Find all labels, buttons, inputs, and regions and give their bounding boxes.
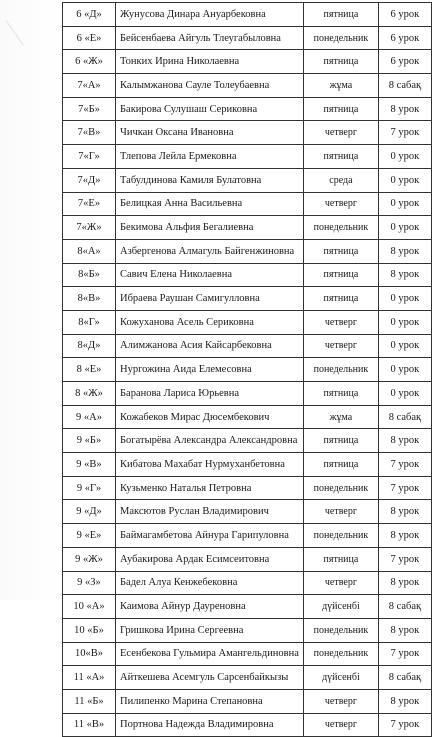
- day-cell: пятница: [303, 97, 378, 121]
- class-cell: 6 «Д»: [63, 3, 116, 27]
- lesson-cell: 0 урок: [378, 358, 431, 382]
- class-cell: 8«А»: [63, 239, 116, 263]
- lesson-cell: 7 урок: [378, 453, 431, 477]
- lesson-cell: 6 урок: [378, 3, 431, 27]
- day-cell: понедельник: [303, 216, 378, 240]
- teacher-cell: Кожуханова Асель Сериковна: [116, 310, 304, 334]
- class-cell: 9 «Ж»: [63, 547, 116, 571]
- lesson-cell: 8 урок: [378, 689, 431, 713]
- table-row: [63, 547, 432, 571]
- lesson-cell: 8 урок: [378, 618, 431, 642]
- teacher-cell: Белицкая Анна Васильевна: [116, 192, 304, 216]
- lesson-cell: 0 урок: [378, 310, 431, 334]
- teacher-cell: Баймагамбетова Айнура Гарипуловна: [116, 524, 304, 548]
- day-cell: пятница: [303, 453, 378, 477]
- lesson-cell: 7 урок: [378, 642, 431, 666]
- class-cell: 8«Д»: [63, 334, 116, 358]
- teacher-cell: Богатырёва Александра Александровна: [116, 429, 304, 453]
- table-row: [63, 97, 432, 121]
- schedule-table: [62, 2, 432, 737]
- class-cell: 8«Б»: [63, 263, 116, 287]
- table-row: [63, 50, 432, 74]
- teacher-cell: Жунусова Динара Ануарбековна: [116, 3, 304, 27]
- teacher-cell: Пилипенко Марина Степановна: [116, 689, 304, 713]
- teacher-cell: Портнова Надежда Владимировна: [116, 713, 304, 737]
- day-cell: четверг: [303, 334, 378, 358]
- teacher-cell: Чичкан Оксана Ивановна: [116, 121, 304, 145]
- lesson-cell: 8 сабақ: [378, 74, 431, 98]
- day-cell: четверг: [303, 310, 378, 334]
- table-row: [63, 476, 432, 500]
- table-row: [63, 405, 432, 429]
- lesson-cell: 0 урок: [378, 216, 431, 240]
- class-cell: 10 «Б»: [63, 618, 116, 642]
- class-cell: 9 «Д»: [63, 500, 116, 524]
- lesson-cell: 7 урок: [378, 713, 431, 737]
- day-cell: понедельник: [303, 358, 378, 382]
- lesson-cell: 7 урок: [378, 547, 431, 571]
- table-row: [63, 358, 432, 382]
- lesson-cell: 0 урок: [378, 192, 431, 216]
- day-cell: четверг: [303, 689, 378, 713]
- class-cell: 9 «Г»: [63, 476, 116, 500]
- class-cell: 8 «Ж»: [63, 382, 116, 406]
- class-cell: 6 «Ж»: [63, 50, 116, 74]
- day-cell: жұма: [303, 74, 378, 98]
- teacher-cell: Кожабеков Мирас Дюсембекович: [116, 405, 304, 429]
- lesson-cell: 6 урок: [378, 50, 431, 74]
- schedule-body: [63, 3, 432, 737]
- class-cell: 7«А»: [63, 74, 116, 98]
- lesson-cell: 0 урок: [378, 168, 431, 192]
- teacher-cell: Тлепова Лейла Ермековна: [116, 145, 304, 169]
- day-cell: пятница: [303, 239, 378, 263]
- lesson-cell: 0 урок: [378, 145, 431, 169]
- table-row: [63, 571, 432, 595]
- lesson-cell: 8 урок: [378, 97, 431, 121]
- class-cell: 7«Б»: [63, 97, 116, 121]
- lesson-cell: 8 сабақ: [378, 405, 431, 429]
- class-cell: 7«Ж»: [63, 216, 116, 240]
- class-cell: 8«Г»: [63, 310, 116, 334]
- day-cell: пятница: [303, 382, 378, 406]
- teacher-cell: Баранова Лариса Юрьевна: [116, 382, 304, 406]
- table-row: [63, 453, 432, 477]
- class-cell: 9 «З»: [63, 571, 116, 595]
- teacher-cell: Кибатова Махабат Нурмуханбетовна: [116, 453, 304, 477]
- lesson-cell: 0 урок: [378, 334, 431, 358]
- class-cell: 9 «Б»: [63, 429, 116, 453]
- table-row: [63, 145, 432, 169]
- class-cell: 7«Е»: [63, 192, 116, 216]
- class-cell: 7«Д»: [63, 168, 116, 192]
- teacher-cell: Азбергенова Алмагуль Байгенжиновна: [116, 239, 304, 263]
- day-cell: дүйсенбі: [303, 595, 378, 619]
- table-row: [63, 239, 432, 263]
- teacher-cell: Бекимова Альфия Бегалиевна: [116, 216, 304, 240]
- lesson-cell: 8 урок: [378, 524, 431, 548]
- class-cell: 8 «Е»: [63, 358, 116, 382]
- class-cell: 7«В»: [63, 121, 116, 145]
- day-cell: понедельник: [303, 26, 378, 50]
- teacher-cell: Бейсенбаева Айгуль Тлеугабыловна: [116, 26, 304, 50]
- teacher-cell: Максютов Руслан Владимирович: [116, 500, 304, 524]
- day-cell: пятница: [303, 50, 378, 74]
- table-row: [63, 689, 432, 713]
- teacher-cell: Кузьменко Наталья Петровна: [116, 476, 304, 500]
- teacher-cell: Ибраева Раушан Самигулловна: [116, 287, 304, 311]
- class-cell: 11 «А»: [63, 666, 116, 690]
- day-cell: пятница: [303, 145, 378, 169]
- teacher-cell: Тонких Ирина Николаевна: [116, 50, 304, 74]
- lesson-cell: 8 урок: [378, 429, 431, 453]
- lesson-cell: 0 урок: [378, 287, 431, 311]
- table-row: [63, 642, 432, 666]
- teacher-cell: Гришкова Ирина Сергеевна: [116, 618, 304, 642]
- class-cell: 7«Г»: [63, 145, 116, 169]
- lesson-cell: 8 урок: [378, 571, 431, 595]
- day-cell: дүйсенбі: [303, 666, 378, 690]
- class-cell: 9 «А»: [63, 405, 116, 429]
- table-row: [63, 713, 432, 737]
- teacher-cell: Айткешева Асемгуль Сарсенбайкызы: [116, 666, 304, 690]
- table-row: [63, 287, 432, 311]
- teacher-cell: Есенбекова Гульмира Амангельдиновна: [116, 642, 304, 666]
- teacher-cell: Нургожина Аида Елемесовна: [116, 358, 304, 382]
- teacher-cell: Аубакирова Ардак Есимсеитовна: [116, 547, 304, 571]
- day-cell: четверг: [303, 500, 378, 524]
- table-row: [63, 121, 432, 145]
- day-cell: пятница: [303, 263, 378, 287]
- table-row: [63, 595, 432, 619]
- lesson-cell: 8 урок: [378, 500, 431, 524]
- class-cell: 6 «Е»: [63, 26, 116, 50]
- table-row: [63, 666, 432, 690]
- day-cell: пятница: [303, 3, 378, 27]
- teacher-cell: Бакирова Сулушаш Сериковна: [116, 97, 304, 121]
- day-cell: четверг: [303, 571, 378, 595]
- table-row: [63, 618, 432, 642]
- table-row: [63, 310, 432, 334]
- lesson-cell: 8 сабақ: [378, 666, 431, 690]
- class-cell: 10 «А»: [63, 595, 116, 619]
- class-cell: 11 «Б»: [63, 689, 116, 713]
- table-row: [63, 263, 432, 287]
- scan-margin: [0, 0, 58, 600]
- day-cell: пятница: [303, 287, 378, 311]
- class-cell: 9 «Е»: [63, 524, 116, 548]
- table-row: [63, 334, 432, 358]
- table-row: [63, 500, 432, 524]
- day-cell: понедельник: [303, 476, 378, 500]
- lesson-cell: 8 урок: [378, 263, 431, 287]
- lesson-cell: 7 урок: [378, 476, 431, 500]
- table-row: [63, 192, 432, 216]
- table-row: [63, 429, 432, 453]
- teacher-cell: Табулдинова Камиля Булатовна: [116, 168, 304, 192]
- class-cell: 11 «В»: [63, 713, 116, 737]
- day-cell: понедельник: [303, 618, 378, 642]
- lesson-cell: 8 сабақ: [378, 595, 431, 619]
- lesson-cell: 6 урок: [378, 26, 431, 50]
- teacher-cell: Каимова Айнур Дауреновна: [116, 595, 304, 619]
- table-row: [63, 524, 432, 548]
- day-cell: пятница: [303, 547, 378, 571]
- class-cell: 9 «В»: [63, 453, 116, 477]
- day-cell: пятница: [303, 429, 378, 453]
- day-cell: четверг: [303, 192, 378, 216]
- teacher-cell: Савич Елена Николаевна: [116, 263, 304, 287]
- lesson-cell: 7 урок: [378, 121, 431, 145]
- table-row: [63, 382, 432, 406]
- teacher-cell: Калымжанова Сауле Толеубаевна: [116, 74, 304, 98]
- table-row: [63, 3, 432, 27]
- class-cell: 10«В»: [63, 642, 116, 666]
- lesson-cell: 0 урок: [378, 382, 431, 406]
- class-cell: 8«В»: [63, 287, 116, 311]
- lesson-cell: 8 урок: [378, 239, 431, 263]
- day-cell: понедельник: [303, 642, 378, 666]
- table-row: [63, 74, 432, 98]
- table-row: [63, 216, 432, 240]
- day-cell: жұма: [303, 405, 378, 429]
- table-row: [63, 26, 432, 50]
- table-row: [63, 168, 432, 192]
- day-cell: четверг: [303, 713, 378, 737]
- teacher-cell: Алимжанова Асия Кайсарбековна: [116, 334, 304, 358]
- day-cell: среда: [303, 168, 378, 192]
- day-cell: понедельник: [303, 524, 378, 548]
- day-cell: четверг: [303, 121, 378, 145]
- teacher-cell: Бадел Алуа Кенжебековна: [116, 571, 304, 595]
